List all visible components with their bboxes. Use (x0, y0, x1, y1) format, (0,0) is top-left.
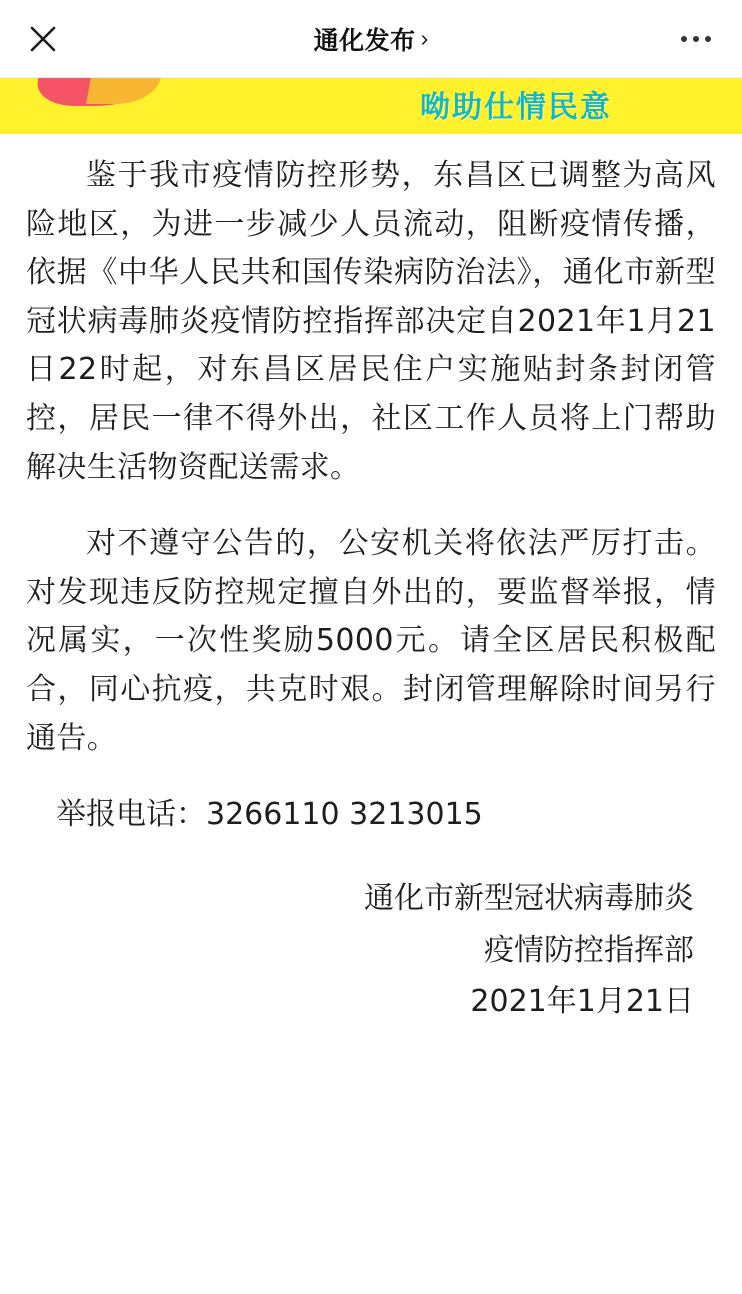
signature-date: 2021年1月21日 (470, 984, 694, 1020)
more-options-icon[interactable] (676, 22, 716, 56)
signature-line: 通化市新型冠状病毒肺炎 (364, 881, 694, 917)
top-navigation-bar (0, 0, 742, 78)
article-paragraph: 鉴于我市疫情防控形势，东昌区已调整为高风险地区，为进一步减少人员流动，阻断疫情传播，依据《中华人民共和国传染病防治法》，通化市新型冠状病毒肺炎疫情防控指挥部决定自2021年1月21日22时起，对东昌区居民住户实施贴封条封闭管控，居民一律不得外出，社区工作人员将上门帮助解决生活物资配送需求。 (26, 158, 716, 485)
article-paragraph: 对不遵守公告的，公安机关将依法严厉打击。对发现违反防控规定擅自外出的，要监督举报，情况属实，一次性奖励5000元。请全区居民积极配合，同心抗疫，共克时艰。封闭管理解除时间另行通告。 (26, 526, 716, 756)
banner-decoration-shape-secondary (86, 78, 164, 104)
article-body (0, 134, 742, 1028)
banner-headline-text: 呦助仕情民意 (420, 90, 612, 125)
chevron-right-icon: › (420, 25, 429, 51)
close-icon[interactable] (26, 22, 60, 56)
account-title[interactable] (314, 21, 429, 57)
report-hotline: 举报电话：3266110 3213015 (56, 797, 483, 833)
signature-line: 疫情防控指挥部 (484, 932, 694, 968)
more-dot (681, 36, 687, 42)
page-title: 通化发布 (313, 26, 416, 55)
more-dot (693, 36, 699, 42)
article-banner-image (0, 78, 742, 134)
article-signature (26, 873, 716, 1028)
more-dot (705, 36, 711, 42)
